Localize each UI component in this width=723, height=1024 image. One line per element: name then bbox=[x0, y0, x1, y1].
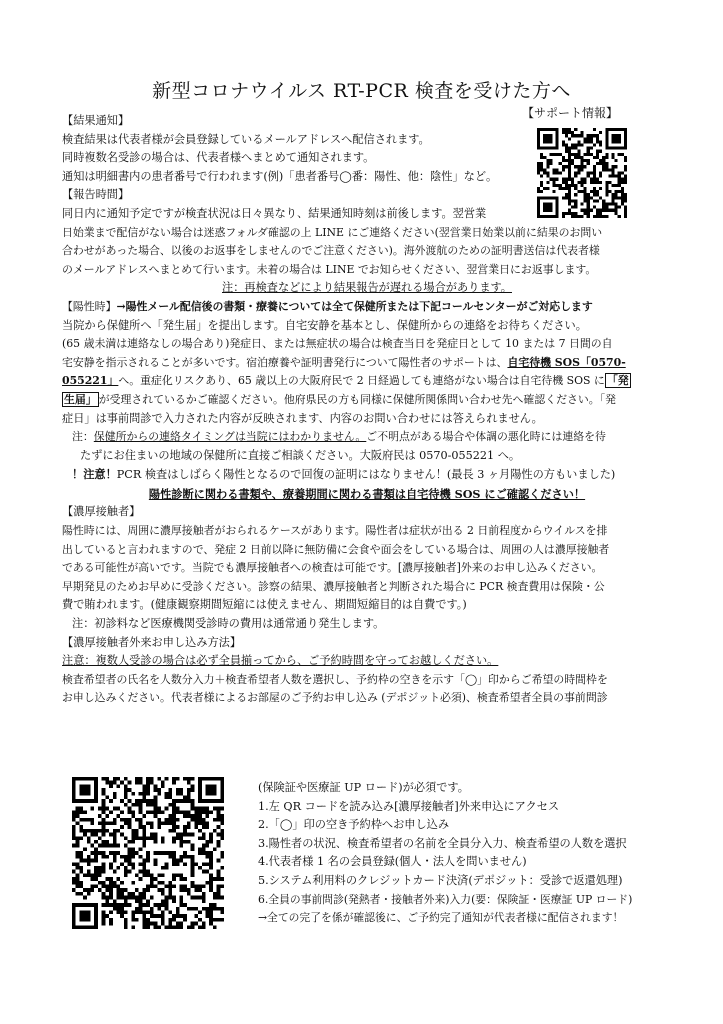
application-step: 1.左 QR コードを読み込み[濃厚接触者]外来申込にアクセス bbox=[258, 799, 560, 813]
warning-label: ！注意！ bbox=[72, 467, 117, 482]
application-step: 2.「◯」印の空き予約枠へお申し込み bbox=[258, 818, 450, 832]
application-step: 6.全員の事前問診(発熱者・接触者外来)入力(要：保険証・医療証 UP ロード) bbox=[258, 892, 633, 906]
hassei-todoke-boxed: 「発 bbox=[606, 374, 629, 388]
positive-note-rest: ご不明点がある場合や体調の悪化時には連絡を待 bbox=[366, 430, 606, 444]
positive-line: (65 歳未満は連絡なしの場合あり)発症日、または無症状の場合は検査当日を発症日として 10 または 7 日間の自 bbox=[62, 337, 613, 351]
close-contact-line: 費で賄われます。(健康観察期間短縮には使えません、期間短縮目的は自費です。) bbox=[62, 598, 467, 612]
positive-line: 宅安静を指示されることが多いです。宿泊療養や証明書発行について陽性者のサポートは、 bbox=[62, 355, 508, 369]
positive-line: 症日」は事前問診で入力された内容が反映されます、内容のお問い合わせには答えられません。 bbox=[62, 411, 543, 425]
application-step: (保険証や医療証 UP ロード)が必須です。 bbox=[258, 781, 469, 794]
positive-note-prefix: 注： bbox=[72, 430, 94, 444]
result-notice-line: 同時複数名受診の場合は、代表者様へまとめて通知されます。 bbox=[62, 151, 375, 165]
warning-line2: 陽性診断に関わる書類や、療養期間に関わる書類は自宅待機 SOS にご確認ください！ bbox=[148, 486, 586, 501]
positive-line: 当院から保健所へ「発生届」を提出します。自宅安静を基本とし、保健所からの連絡をお待ちください。 bbox=[62, 318, 587, 332]
positive-note-line2: たずにお住まいの地域の保健所に直接ご相談ください。大阪府民は 0570-055221 へ。 bbox=[80, 448, 521, 462]
report-time-note: 注：再検査などにより結果報告が遅れる場合があります。 bbox=[222, 281, 512, 295]
result-notice-heading: 【結果通知】 bbox=[62, 114, 130, 127]
close-contact-line: 早期発見のためお早めに受診ください。診察の結果、濃厚接触者と判断された場合に PCR 検査費用は保険・公 bbox=[62, 579, 605, 593]
reservation-qr-code-icon[interactable] bbox=[72, 777, 224, 929]
hassei-todoke-boxed-end: 生届」 bbox=[64, 392, 97, 406]
positive-heading: 【陽性時】 bbox=[62, 299, 117, 313]
report-time-line: 日始業まで配信がない場合は迷惑フォルダ確認の上 LINE にご連絡ください(翌営業日始業以前に結果のお問い bbox=[62, 225, 603, 239]
application-note: 注意：複数人受診の場合は必ず全員揃ってから、ご予約時間を守ってお越しください。 bbox=[62, 654, 499, 668]
positive-line: へ。重症化リスクあり、65 歳以上の大阪府民で 2 日経過しても連絡がない場合は自宅待機 SOS に bbox=[118, 374, 605, 388]
positive-heading-detail: →陽性メール配信後の書類・療養については全て保健所または下記コールセンターがご対応します bbox=[116, 299, 593, 313]
result-notice-line: 検査結果は代表者様が会員登録しているメールアドレスへ配信されます。 bbox=[62, 132, 430, 146]
result-notice-line: 通知は明細書内の患者番号で行われます(例)「患者番号◯番：陽性、他：陰性」など。 bbox=[62, 169, 498, 183]
application-steps bbox=[258, 779, 678, 928]
application-line: お申し込みください。代表者様によるお部屋のご予約お申し込み (デポジット必須)、検査希望者全員の事前問診 bbox=[62, 691, 608, 705]
report-time-line: 同日内に通知予定ですが検査状況は日々異なり、結果通知時刻は前後します。翌営業 bbox=[62, 206, 487, 220]
report-time-line: 合わせがあった場合、以後のお返事をしませんのでご注意ください)。海外渡航のための証明書送信は代表者様 bbox=[62, 244, 600, 258]
application-step: 5.システム利用料のクレジットカード決済(デポジット：受診で返還処理) bbox=[258, 873, 623, 887]
close-contact-heading: 【濃厚接触者】 bbox=[62, 505, 141, 519]
main-content bbox=[62, 112, 672, 708]
close-contact-note: 注：初診料など医療機関受診時の費用は通常通り発生します。 bbox=[72, 617, 385, 631]
report-time-line: のメールアドレスへまとめて行います。未着の場合は LINE でお知らせください、翌営業日にお返事します。 bbox=[62, 262, 597, 276]
sos-phone-text-end: 055221」 bbox=[62, 374, 119, 388]
application-step: 4.代表者様 1 名の会員登録(個人・法人を問いません) bbox=[258, 855, 527, 869]
close-contact-line: 出していると言われますので、発症 2 日前以降に無防備に会食や面会をしている場合は、周囲の人は濃厚接触者 bbox=[62, 542, 610, 556]
close-contact-line: 陽性時には、周囲に濃厚接触者がおられるケースがあります。陽性者は症状が出る 2 日前程度からウイルスを排 bbox=[62, 524, 608, 538]
warning-text: PCR 検査はしばらく陽性となるので回復の証明にはなりません！(最長 3 ヶ月陽性の方もいました) bbox=[116, 468, 616, 482]
application-heading: 【濃厚接触者外来お申し込み方法】 bbox=[62, 635, 242, 649]
report-time-heading: 【報告時間】 bbox=[62, 188, 130, 202]
application-step: 3.陽性者の状況、検査希望者の名前を全員分入力、検査希望の人数を選択 bbox=[258, 836, 627, 850]
application-step: →全ての完了を係が確認後に、ご予約完了通知が代表者様に配信されます！ bbox=[258, 911, 624, 925]
sos-phone-text: 自宅待機 SOS「0570- bbox=[507, 355, 626, 369]
close-contact-line: である可能性が高いです。当院でも濃厚接触者への検査は可能です。[濃厚接触者]外来のお申し込みください。 bbox=[62, 561, 603, 575]
page-title: 新型コロナウイルス RT-PCR 検査を受けた方へ bbox=[152, 80, 571, 102]
application-line: 検査希望者の氏名を人数分入力＋検査希望者人数を選択し、予約枠の空きを示す「◯」印からご希望の時間枠を bbox=[62, 672, 608, 686]
positive-note-underlined: 保健所からの連絡タイミングは当院にはわかりません。 bbox=[93, 430, 367, 444]
positive-line: が受理されているかご確認ください。他府県民の方も同様に保健所関係問い合わせ先へ確認ください。「発 bbox=[98, 392, 616, 406]
support-info-label: 【サポート情報】 bbox=[522, 106, 619, 120]
